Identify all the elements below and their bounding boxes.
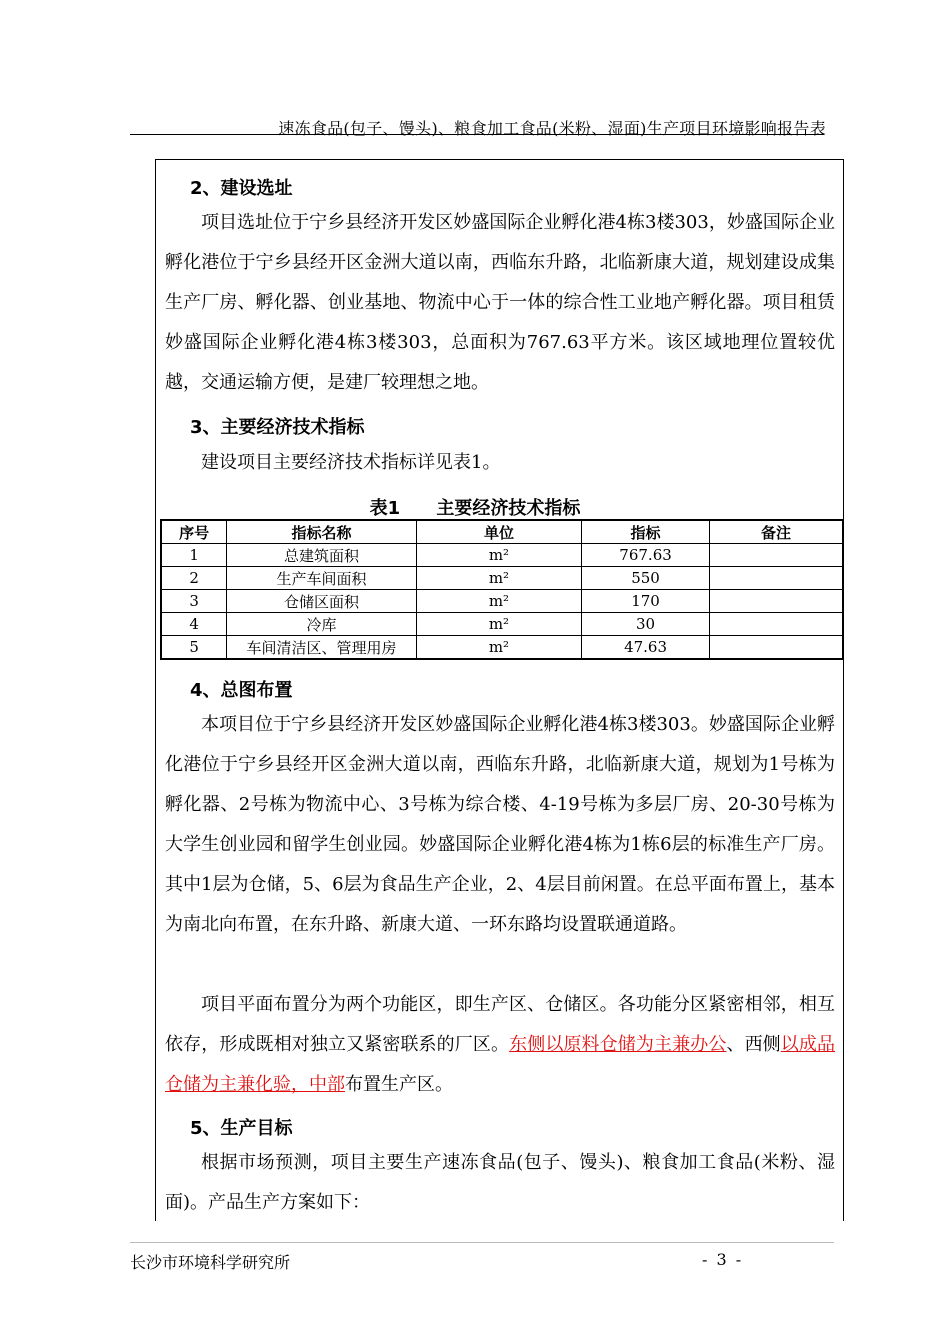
section-4-heading: 4、总图布置 — [190, 680, 293, 701]
table-row — [161, 613, 843, 636]
section-5-text: 根据市场预测，项目主要生产速冻食品(包子、馒头)、粮食加工食品(米粉、湿面)。产品生产方案如下： — [165, 1152, 835, 1213]
section-4-paragraph-2 — [165, 985, 835, 1105]
section-2-paragraph — [165, 203, 835, 403]
table-cell: 冷库 — [227, 613, 416, 636]
footer-rule — [130, 1242, 834, 1243]
section-5-heading: 5、生产目标 — [190, 1118, 293, 1139]
table-row — [161, 636, 843, 660]
section-5-paragraph — [165, 1143, 835, 1223]
table-header-cell: 指标 — [582, 520, 710, 544]
metrics-table — [160, 519, 844, 660]
table-cell: 仓储区面积 — [227, 590, 416, 613]
table-cell: 5 — [161, 636, 227, 660]
table-cell: 2 — [161, 567, 227, 590]
table-cell — [709, 636, 843, 660]
table-cell: 550 — [582, 567, 710, 590]
section-4-text-2a: 项目平面布置分为两个功能区，即生产区、仓储区。各功能分区紧密相邻，相互依存，形成既相对独立又紧密联系的厂区。 — [165, 994, 835, 1055]
table-cell: m² — [416, 567, 581, 590]
section-3-text: 建设项目主要经济技术指标详见表1。 — [201, 452, 501, 473]
section-2-text: 项目选址位于宁乡县经济开发区妙盛国际企业孵化港4栋3楼303，妙盛国际企业孵化港位于宁乡县经开区金洲大道以南，西临东升路，北临新康大道，规划建设成集生产厂房、孵化器、创业基地、物流中心于一体的综合性工业地产孵化器。项目租赁妙盛国际企业孵化港4栋3楼303，总面积为767.63平方米。该区域地理位置较优越，交通运输方便，是建厂较理想之地。 — [165, 212, 835, 393]
table-header-cell: 单位 — [416, 520, 581, 544]
table-header-cell: 指标名称 — [227, 520, 416, 544]
table-header-cell: 备注 — [709, 520, 843, 544]
table-header-cell: 序号 — [161, 520, 227, 544]
table-cell: 767.63 — [582, 544, 710, 567]
document-header-title: 速冻食品(包子、馒头)、粮食加工食品(米粉、湿面)生产项目环境影响报告表 — [278, 119, 826, 138]
section-2-heading: 2、建设选址 — [190, 178, 293, 199]
table-cell: m² — [416, 544, 581, 567]
section-4-text-2 — [165, 985, 835, 1105]
section-3-heading: 3、主要经济技术指标 — [190, 417, 365, 438]
table-cell: 170 — [582, 590, 710, 613]
table-cell: 47.63 — [582, 636, 710, 660]
section-4-text-1: 本项目位于宁乡县经济开发区妙盛国际企业孵化港4栋3楼303。妙盛国际企业孵化港位于宁乡县经开区金洲大道以南，西临东升路，北临新康大道，规划为1号栋为孵化器、2号栋为物流中心、3号栋为综合楼、4-19号栋为多层厂房、20-30号栋为大学生创业园和留学生创业园。妙盛国际企业孵化港4栋为1栋6层的标准生产厂房。其中1层为仓储，5、6层为食品生产企业，2、4层目前闲置。在总平面布置上，基本为南北向布置，在东升路、新康大道、一环东路均设置联通道路。 — [165, 714, 835, 935]
table-caption: 表1 主要经济技术指标 — [369, 498, 581, 519]
table-cell: 3 — [161, 590, 227, 613]
highlight-east-side: 东侧以原料仓储为主兼办公 — [509, 1034, 727, 1055]
table-cell: 生产车间面积 — [227, 567, 416, 590]
table-cell: 1 — [161, 544, 227, 567]
section-4-paragraph-1 — [165, 705, 835, 945]
table-cell: m² — [416, 613, 581, 636]
table-row — [161, 544, 843, 567]
header-rule — [130, 134, 824, 135]
table-cell: 30 — [582, 613, 710, 636]
table-row — [161, 590, 843, 613]
footer-organization: 长沙市环境科学研究所 — [130, 1253, 291, 1272]
table-header-row — [161, 520, 843, 544]
table-cell — [709, 613, 843, 636]
table-cell — [709, 567, 843, 590]
highlight-west-middle: 以成品仓储为主兼化验，中部 — [165, 1034, 836, 1095]
page-number: - 3 - — [702, 1250, 744, 1269]
section-4-text-2c: 布置生产区。 — [345, 1074, 453, 1095]
table-cell: m² — [416, 590, 581, 613]
table-cell — [709, 544, 843, 567]
table-row — [161, 567, 843, 590]
table-cell: 总建筑面积 — [227, 544, 416, 567]
table-cell: 4 — [161, 613, 227, 636]
section-3-paragraph — [165, 443, 835, 483]
table-cell: m² — [416, 636, 581, 660]
section-4-text-2b: 、西侧 — [726, 1034, 781, 1055]
table-cell — [709, 590, 843, 613]
table-cell: 车间清洁区、管理用房 — [227, 636, 416, 660]
